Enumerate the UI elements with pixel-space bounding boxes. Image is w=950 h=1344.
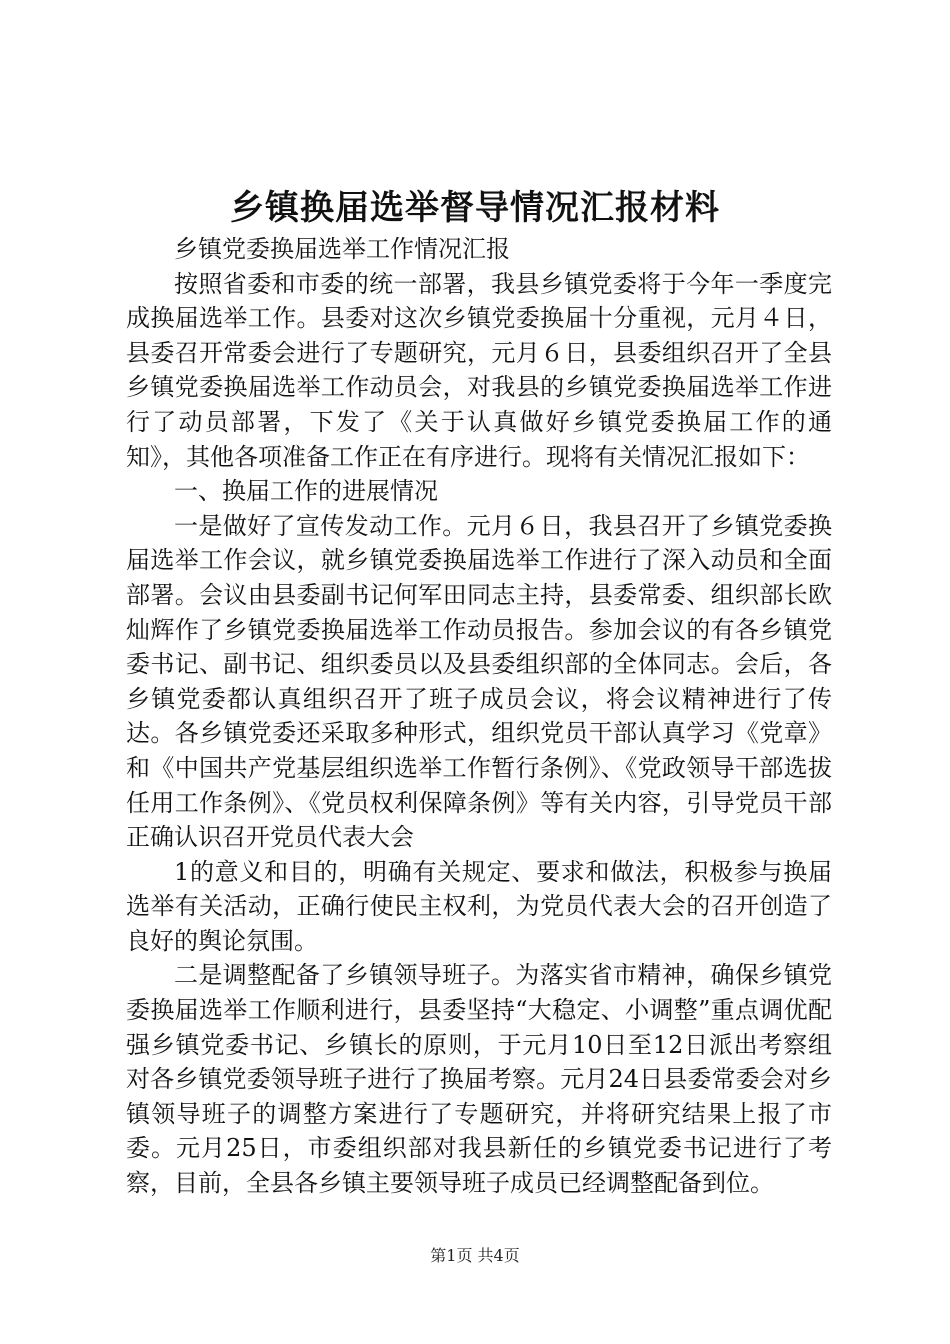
paragraph-publicity-continued: 1的意义和目的，明确有关规定、要求和做法，积极参与换届选举有关活动，正确行使民主权利，为党员代表大会的召开创造了良好的舆论氛围。 <box>126 857 832 955</box>
paragraph-subtitle: 乡镇党委换届选举工作情况汇报 <box>174 235 510 263</box>
document-title: 乡镇换届选举督导情况汇报材料 <box>230 188 720 228</box>
paragraph-publicity: 一是做好了宣传发动工作。元月６日，我县召开了乡镇党委换届选举工作会议，就乡镇党委换届选举工作进行了深入动员和全面部署。会议由县委副书记何军田同志主持，县委常委、组织部长欧灿辉作了乡镇党委换届选举工作动员报告。参加会议的有各乡镇党委书记、副书记、组织委员以及县委组织部的全体同志。会后，各乡镇党委都认真组织召开了班子成员会议，将会议精神进行了传达。各乡镇党委还采取多种形式，组织党员干部认真学习《党章》和《中国共产党基层组织选举工作暂行条例》、《党政领导干部选拔任用工作条例》、《党员权利保障条例》等有关内容，引导党员干部正确认识召开党员代表大会 <box>126 511 832 852</box>
section-heading: 一、换届工作的进展情况 <box>174 477 438 506</box>
page-number-footer: 第1页 共4页 <box>430 1246 520 1265</box>
paragraph-intro: 按照省委和市委的统一部署，我县乡镇党委将于今年一季度完成换届选举工作。县委对这次乡镇党委换届十分重视，元月４日，县委召开常委会进行了专题研究，元月６日，县委组织召开了全县乡镇党委换届选举工作动员会，对我县的乡镇党委换届选举工作进行了动员部署，下发了《关于认真做好乡镇党委换届工作的通知》，其他各项准备工作正在有序进行。现将有关情况汇报如下： <box>126 269 832 471</box>
paragraph-leadership: 二是调整配备了乡镇领导班子。为落实省市精神，确保乡镇党委换届选举工作顺利进行，县委坚持“大稳定、小调整”重点调优配强乡镇党委书记、乡镇长的原则，于元月10日至12日派出考察组对各乡镇党委领导班子进行了换届考察。元月24日县委常委会对乡镇领导班子的调整方案进行了专题研究，并将研究结果上报了市委。元月25日，市委组织部对我县新任的乡镇党委书记进行了考察，目前，全县各乡镇主要领导班子成员已经调整配备到位。 <box>126 961 832 1198</box>
document-body <box>126 232 832 1201</box>
